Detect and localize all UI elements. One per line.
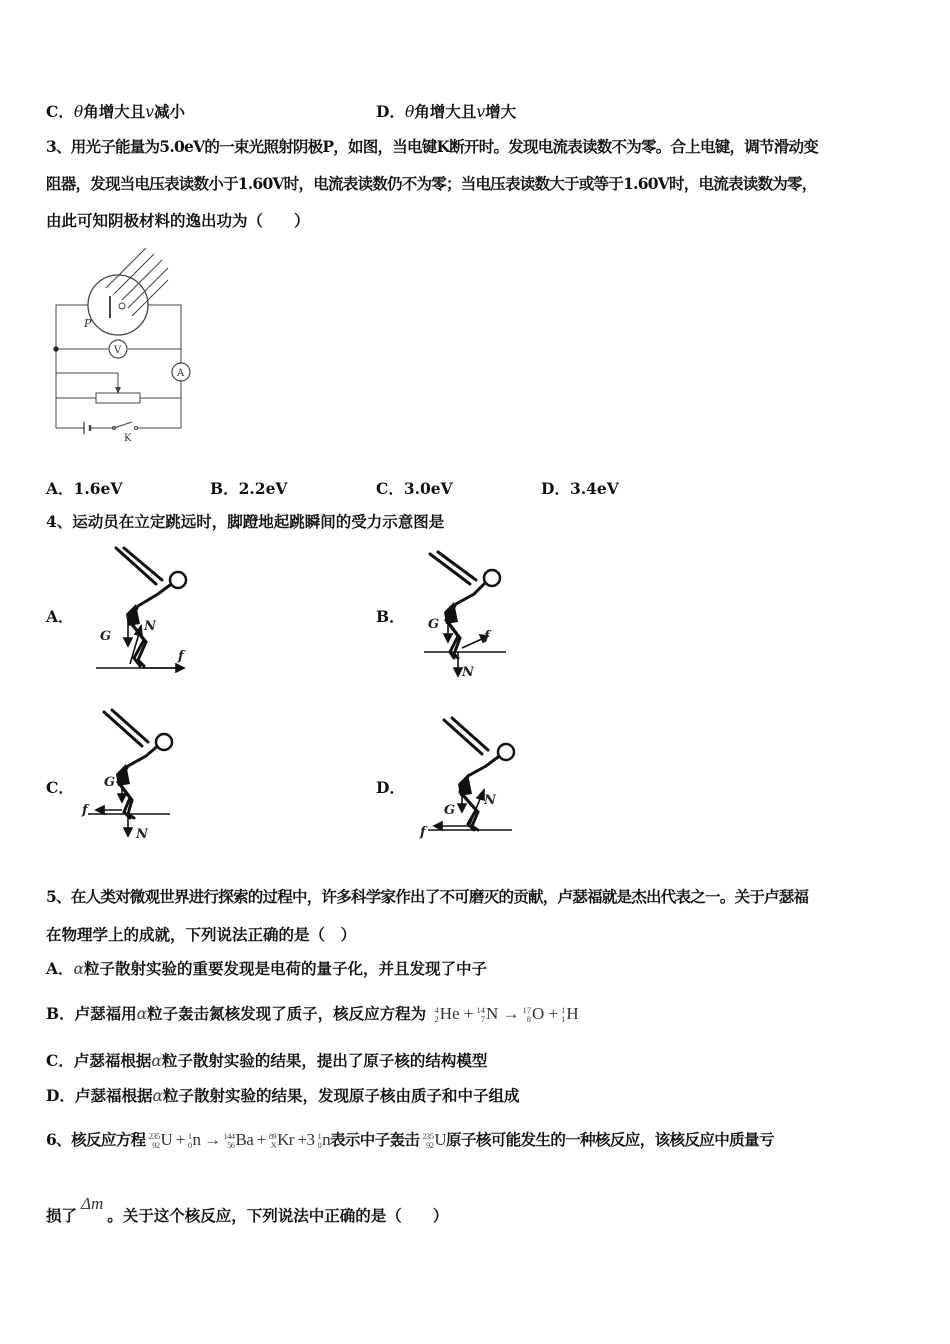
q6-stem-line1 (46, 1130, 774, 1150)
plus-sign: + (256, 1130, 266, 1149)
q4-option-b-label[interactable]: B． (376, 607, 405, 626)
q2-option-c[interactable] (46, 102, 185, 122)
option-label: D． (46, 1086, 75, 1105)
q3-option-a[interactable] (46, 479, 122, 499)
mass-number: 144 (223, 1131, 235, 1142)
force-n-label: N (462, 665, 474, 680)
atomic-number: 2 (434, 1014, 439, 1025)
atomic-number: 92 (152, 1140, 160, 1151)
option-value: 1.6eV (73, 479, 123, 498)
v-symbol: v (476, 103, 486, 121)
option-text: 粒子散射实验的重要发现是电荷的量子化，并且发现了中子 (84, 959, 488, 978)
element-symbol: Ba (235, 1130, 254, 1149)
option-text: 卢瑟福根据 (73, 1051, 152, 1070)
theta-symbol: θ (73, 103, 84, 121)
element-symbol: H (566, 1004, 579, 1023)
atomic-number: 92 (426, 1140, 434, 1151)
element-symbol: O (531, 1004, 545, 1023)
element-symbol: n (322, 1130, 330, 1149)
mass-number: 14 (476, 1005, 485, 1016)
q5-option-d[interactable] (46, 1086, 519, 1106)
force-n-label: N (484, 793, 496, 808)
q4-option-c-label[interactable]: C． (46, 778, 74, 797)
force-g-label: G (428, 617, 440, 632)
q4-option-d-label[interactable]: D． (376, 778, 405, 797)
force-g-label: G (104, 775, 116, 790)
q4-stem: 4、运动员在立定跳远时，脚蹬地起跳瞬间的受力示意图是 (46, 512, 445, 531)
element-symbol: He (439, 1004, 460, 1023)
option-text: 角增大且 (414, 102, 477, 121)
plus-sign: + (548, 1004, 559, 1023)
arrow-icon: → (204, 1130, 221, 1149)
alpha-symbol: α (151, 1052, 162, 1070)
mass-number: 89 (268, 1131, 277, 1142)
option-label: B． (46, 1004, 75, 1023)
alpha-symbol: α (73, 960, 84, 978)
atomic-number: 56 (227, 1140, 235, 1151)
option-label: C． (46, 102, 74, 121)
option-label: A． (46, 479, 74, 498)
q6-mid-text: 表示中子轰击 (330, 1130, 420, 1149)
option-label: B． (210, 479, 239, 498)
element-symbol: n (192, 1130, 201, 1149)
element-symbol: U (160, 1130, 173, 1149)
alpha-symbol: α (136, 1005, 148, 1023)
force-f-label: f (484, 629, 490, 644)
q5-stem-line1: 5、在人类对微观世界进行探索的过程中，许多科学家作出了不可磨灭的贡献，卢瑟福就是杰出代表之一。关于卢瑟福 (46, 887, 809, 906)
atomic-number: X (270, 1140, 277, 1151)
atomic-number: 0 (317, 1140, 322, 1151)
force-f-label: f (82, 803, 88, 818)
voltmeter-label: V (114, 345, 122, 356)
force-n-label: N (136, 827, 148, 842)
option-label: A． (46, 959, 74, 978)
q6-line2-pre: 损了 (46, 1206, 78, 1225)
option-text: 减小 (153, 102, 185, 121)
jumper-figure-c (78, 706, 198, 846)
q6-tail-text: 原子核可能发生的一种核反应，该核反应中质量亏 (446, 1130, 774, 1149)
option-label: C． (46, 1051, 74, 1070)
jumper-figure-a (88, 544, 208, 679)
force-g-label: G (100, 629, 112, 644)
mass-number: 1 (317, 1131, 322, 1142)
atomic-number: 1 (561, 1014, 566, 1025)
arrow-icon: → (502, 1004, 520, 1023)
photoelectric-circuit-diagram (48, 248, 198, 448)
q5-option-c[interactable] (46, 1051, 487, 1071)
atomic-number: 8 (526, 1014, 531, 1025)
option-label: D． (541, 479, 570, 498)
option-label: D． (376, 102, 405, 121)
q4-option-a-label[interactable]: A． (46, 607, 74, 626)
option-text: 卢瑟福根据 (74, 1086, 153, 1105)
q6-prefix: 6、核反应方程 (46, 1130, 146, 1149)
option-text: 卢瑟福用 (74, 1004, 137, 1023)
plus-sign: + (463, 1004, 474, 1023)
jumper-figure-d (416, 712, 540, 852)
plus-sign: + (297, 1130, 307, 1149)
q5-option-a[interactable] (46, 959, 487, 979)
mass-number: 1 (561, 1005, 566, 1016)
v-symbol: v (145, 103, 154, 121)
option-text: 粒子散射实验的结果，发现原子核由质子和中子组成 (162, 1086, 520, 1105)
ammeter-label: A (177, 368, 185, 379)
option-text: 粒子散射实验的结果，提出了原子核的结构模型 (161, 1051, 488, 1070)
coefficient: 3 (306, 1130, 315, 1149)
q3-stem-line2: 阻器，发现当电压表读数小于1.60V时，电流表读数仍不为零；当电压表读数大于或等于1.60V时，电流表读数为零， (46, 174, 817, 193)
switch-label: K (124, 433, 132, 444)
theta-symbol: θ (404, 103, 415, 121)
option-value: 3.0eV (403, 479, 453, 498)
mass-number: 4 (434, 1005, 439, 1016)
q5-stem-line2: 在物理学上的成就，下列说法正确的是（ ） (46, 925, 357, 944)
mass-number: 1 (187, 1131, 192, 1142)
q6-stem-line2 (46, 1194, 449, 1226)
option-label: C． (376, 479, 404, 498)
element-symbol: U (434, 1130, 447, 1149)
nuclear-equation-b (432, 1004, 579, 1023)
alpha-symbol: α (152, 1087, 163, 1105)
jumper-figure-b (418, 548, 528, 683)
element-symbol: Kr (277, 1130, 294, 1149)
mass-number: 235 (148, 1131, 160, 1142)
option-text: 粒子轰击氮核发现了质子，核反应方程为 (147, 1004, 427, 1023)
mass-number: 235 (422, 1131, 434, 1142)
delta-m-symbol: Δm (81, 1194, 104, 1213)
force-g-label: G (444, 803, 456, 818)
q3-option-c[interactable] (376, 479, 453, 499)
option-value: 2.2eV (238, 479, 288, 498)
option-text: 增大 (485, 102, 517, 121)
option-text: 角增大且 (83, 102, 146, 121)
q3-stem-line3: 由此可知阴极材料的逸出功为（ ） (46, 211, 310, 230)
q3-stem-line1: 3、用光子能量为5.0eV的一束光照射阴极P，如图，当电键K断开时。发现电流表读数不为零。合上电键，调节滑动变 (46, 137, 819, 156)
fission-equation (146, 1130, 330, 1149)
q6-line2-post: 。关于这个核反应，下列说法中正确的是（ ） (107, 1206, 449, 1225)
plus-sign: + (175, 1130, 185, 1149)
force-f-label: f (420, 825, 426, 840)
q2-option-d[interactable] (376, 102, 516, 122)
element-symbol: N (485, 1004, 499, 1023)
atomic-number: 0 (187, 1140, 192, 1151)
q5-option-b[interactable] (46, 1004, 579, 1024)
cathode-label: P (84, 317, 92, 330)
force-n-label: N (144, 619, 156, 634)
force-f-label: f (178, 649, 184, 664)
mass-number: 17 (522, 1005, 531, 1016)
q3-option-b[interactable] (210, 479, 287, 499)
option-value: 3.4eV (569, 479, 619, 498)
atomic-number: 7 (480, 1014, 485, 1025)
q3-option-d[interactable] (541, 479, 619, 499)
